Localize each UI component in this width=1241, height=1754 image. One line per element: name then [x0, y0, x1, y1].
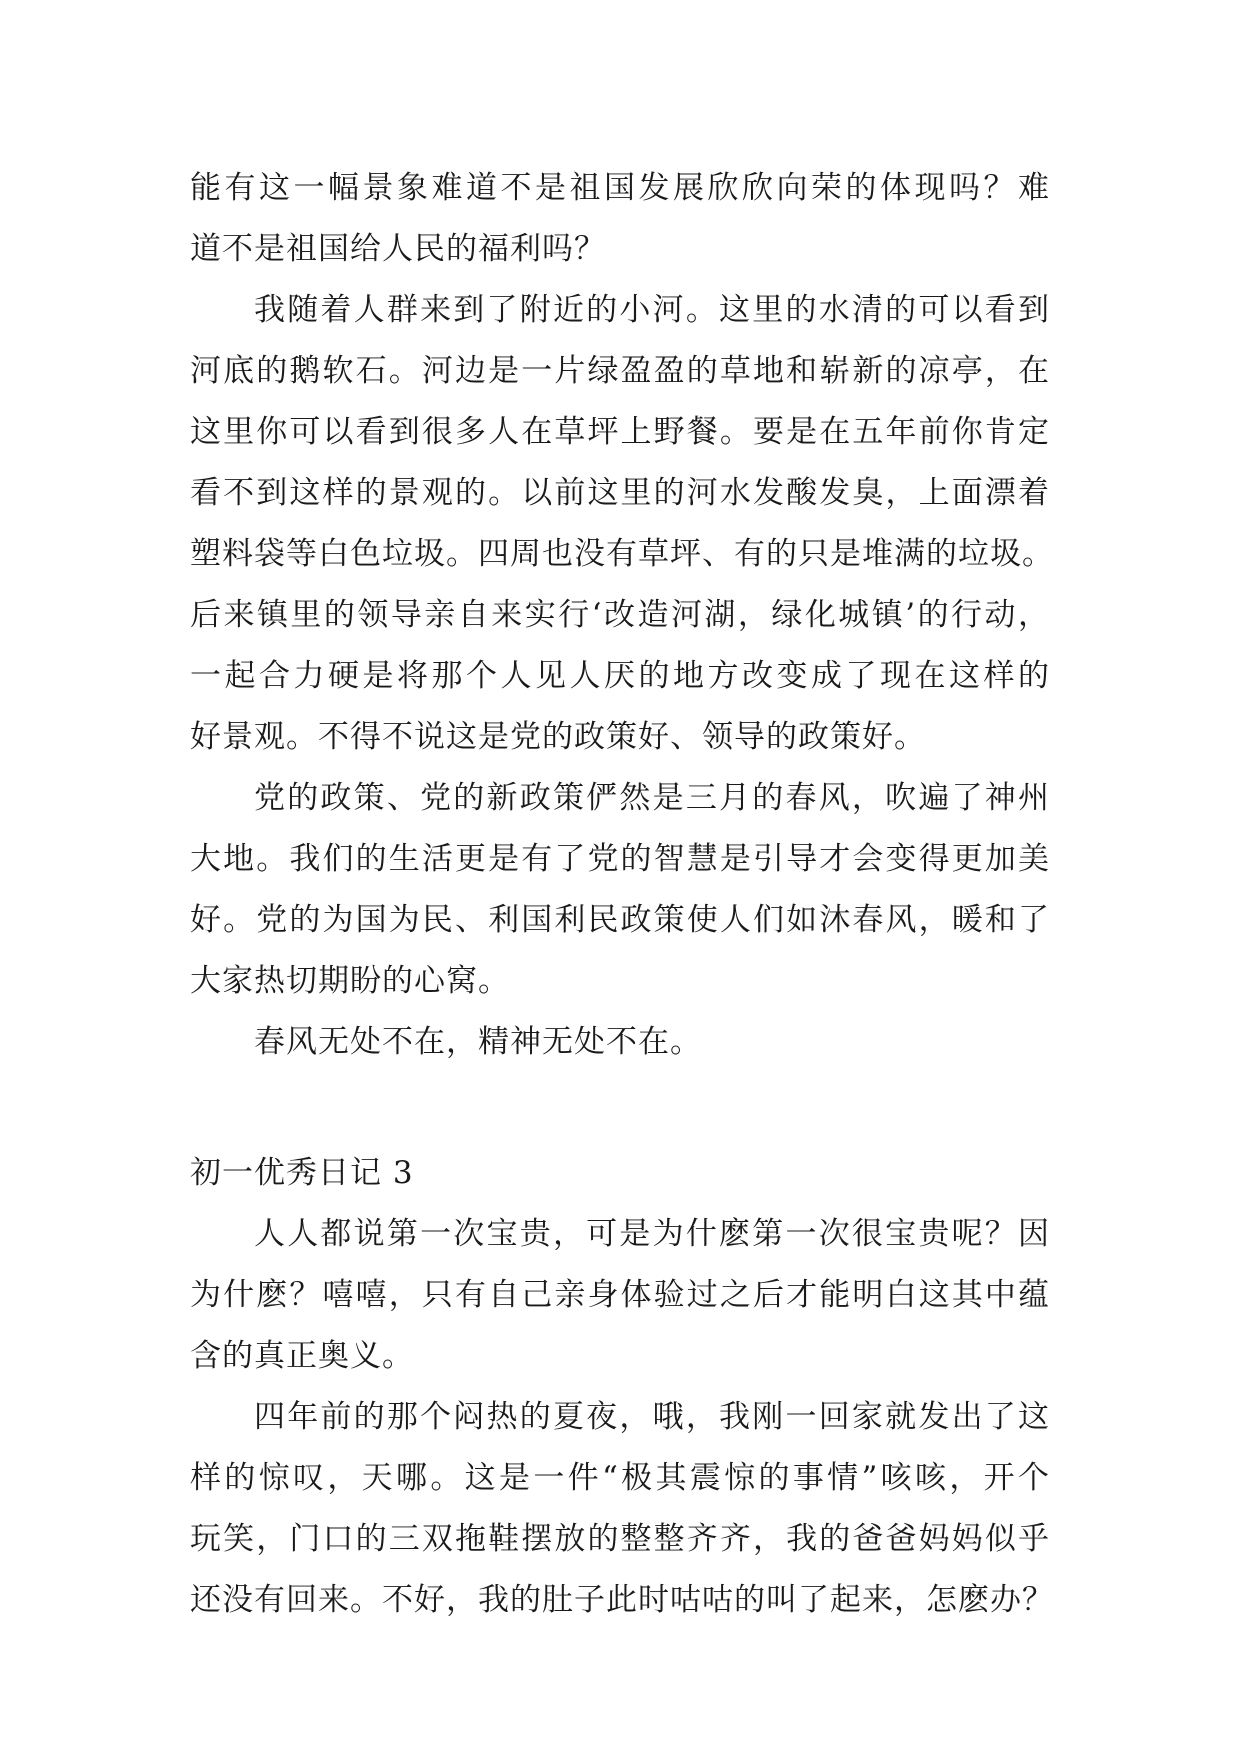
text-line: 道不是祖国给人民的福利吗？ — [190, 231, 606, 267]
text-line: 为什麽？嘻嘻，只有自己亲身体验过之后才能明白这其中蕴 — [190, 1277, 1050, 1313]
paragraph — [190, 768, 1050, 1012]
text-line: 玩笑，门口的三双拖鞋摆放的整整齐齐，我的爸爸妈妈似乎 — [190, 1521, 1050, 1557]
text-line: 好景观。不得不说这是党的政策好、领导的政策好。 — [190, 719, 926, 755]
text-line: 样的惊叹，天哪。这是一件“极其震惊的事情”咳咳，开个 — [190, 1460, 1050, 1496]
document-page — [190, 158, 1054, 1631]
text-line: 还没有回来。不好，我的肚子此时咕咕的叫了起来，怎麽办？ — [190, 1582, 1054, 1618]
text-line: 我随着人群来到了附近的小河。这里的水清的可以看到 — [254, 292, 1050, 328]
text-line: 春风无处不在，精神无处不在。 — [254, 1024, 702, 1060]
paragraph — [190, 280, 1054, 768]
section-spacer — [190, 1073, 1050, 1143]
text-line: 人人都说第一次宝贵，可是为什麽第一次很宝贵呢？因 — [254, 1216, 1050, 1252]
section-title: 初一优秀日记 3 — [190, 1155, 414, 1191]
paragraph — [190, 1204, 1050, 1387]
text-line: 大家热切期盼的心窝。 — [190, 963, 510, 999]
text-line: 能有这一幅景象难道不是祖国发展欣欣向荣的体现吗？难 — [190, 170, 1050, 206]
text-line: 好。党的为国为民、利国利民政策使人们如沐春风，暖和了 — [190, 902, 1050, 938]
text-line: 一起合力硬是将那个人见人厌的地方改变成了现在这样的 — [190, 658, 1050, 694]
text-line: 四年前的那个闷热的夏夜，哦，我刚一回家就发出了这 — [254, 1399, 1050, 1435]
text-line: 大地。我们的生活更是有了党的智慧是引导才会变得更加美 — [190, 841, 1050, 877]
text-line: 后来镇里的领导亲自来实行‘改造河湖，绿化城镇’的行动， — [190, 597, 1050, 633]
text-line: 看不到这样的景观的。以前这里的河水发酸发臭，上面漂着 — [190, 475, 1050, 511]
text-line: 含的真正奥义。 — [190, 1338, 414, 1374]
text-line: 塑料袋等白色垃圾。四周也没有草坪、有的只是堆满的垃圾。 — [190, 536, 1054, 572]
text-line: 这里你可以看到很多人在草坪上野餐。要是在五年前你肯定 — [190, 414, 1050, 450]
paragraph — [190, 1012, 1050, 1073]
paragraph — [190, 1387, 1054, 1631]
text-line: 河底的鹅软石。河边是一片绿盈盈的草地和崭新的凉亭，在 — [190, 353, 1050, 389]
paragraph — [190, 158, 1050, 280]
text-line: 党的政策、党的新政策俨然是三月的春风，吹遍了神州 — [254, 780, 1050, 816]
